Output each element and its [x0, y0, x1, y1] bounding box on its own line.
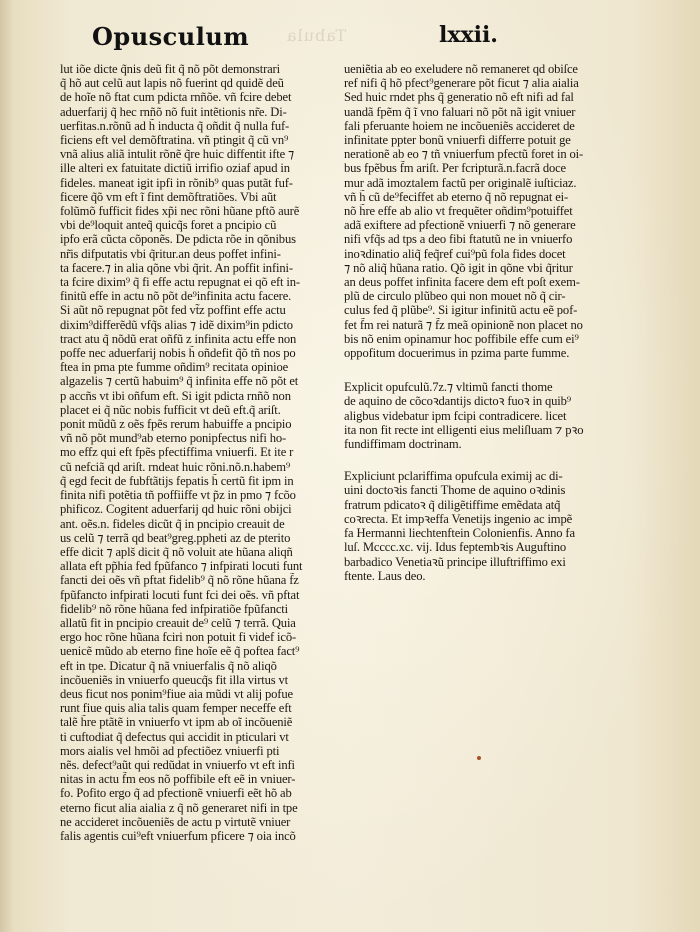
text-line: effe dicit ⁊ aplš dicit q̃ nõ voluit ate hũana aliqñ: [60, 544, 293, 559]
text-line: talẽ h̃re ptãtẽ in vniuerfo vt ipm ab oĩ incõueniẽ: [60, 715, 293, 730]
text-line: inoꝛdinatio aliq̃ feq̃ref cui⁹pũ fola fides docet: [344, 246, 566, 261]
text-line: fratrum pdicatoꝛ q̃ diligẽtiffime emẽdata atq̃: [344, 497, 561, 512]
text-line: Si aũt nõ repugnat põt fed vt̃z poffint effe actu: [60, 303, 286, 318]
text-line: nõ h̃re effe ab alio vt frequẽter oñdim⁹potuiffet: [344, 204, 573, 219]
text-line: plũ de circulo plũbeo qui non mouet nõ q̃ cir-: [344, 289, 566, 304]
text-line: coꝛrecta. Et impꝛeffa Venetijs ingenio ac impẽ: [344, 511, 573, 526]
text-line: culus fed q̃ plũbe⁹. Si igitur infinitũ actu eẽ pof-: [344, 303, 578, 318]
text-line: placet ei q̃ nũc nobis fufficit vt deũ eft.q̃ ariſt.: [60, 402, 281, 417]
text-line: fpũfancto infpirati locuti funt fci dei oẽs. vñ pftat: [60, 587, 300, 602]
text-line: ergo hoc rõne hũana fciri non potuit fi videf icõ-: [60, 630, 297, 645]
text-line: ta facere.⁊ in alia qõne vbi q̃rit. An poffit infini-: [60, 260, 293, 275]
text-line: aduerfarij q̃ hec rnñõ nõ fuit intẽtionis nr̃e. Di-: [60, 104, 287, 119]
text-line: folũmõ fufficit fides xp̃i nec rõni hũane pftõ aurẽ: [60, 204, 300, 219]
text-line: ftea in pma pte fumme oñdim⁹ recitata opinioe: [60, 360, 289, 375]
text-line: fidelib⁹ nõ rõne hũana fed infpiratiõe fpũfancti: [60, 601, 288, 616]
text-line: ref nifi q̃ hõ pfect⁹generare põt ficut ⁊ alia aialia: [344, 76, 579, 91]
text-line: vnã alius aliã intulit rõnẽ q̃re huic diffentit ifte ⁊: [60, 147, 295, 162]
text-line: uerfitas.n.rõnũ ad h̃ inducta q̃ oñdit q̃ nulla fuf-: [60, 118, 290, 133]
text-line: allatũ fit in pncipio creauit de⁹ celũ ⁊ terrã. Quia: [60, 615, 296, 630]
folio-number: lxxii.: [439, 22, 498, 48]
text-line: phificoz. Cogitent aduerfarij qd huic rõni obijci: [60, 502, 292, 517]
text-line: vñ nõ põt mund⁹ab eterno ponipfectus nifi ho-: [60, 431, 287, 446]
text-line: ⁊ nõ aliq̃ hũana ratio. Qõ igit in qõne vbi q̃ritur: [344, 260, 573, 275]
text-line: finita nifi potẽtia tñ poffiiffe vt p̃z in pmo ⁊ fcõo: [60, 488, 296, 503]
running-head-title: Opusculum: [92, 22, 250, 51]
text-line: mur adã imoztalem factũ per originalẽ iuſticiaz.: [344, 175, 577, 190]
text-line: uandã fpẽm q̃ ĩ vno faluari nõ põt nã igit vniuer: [344, 104, 576, 119]
text-line: poffe nec aduerfarij nobis h̃ oñdefit q̃õ tñ nos po: [60, 346, 296, 361]
text-line: ta fcire dixim⁹ q̃ fi effe actu repugnat ei qõ eft in-: [60, 275, 300, 290]
text-line: adã exiftere ad pfectionẽ vniuerfi ⁊ nõ generare: [344, 218, 576, 233]
treatise-conclusion-paragraph: [344, 62, 620, 360]
text-line: uini doctoꝛis fancti Thome de aquino oꝛdinis: [344, 483, 566, 498]
text-line: ille alteri ex fatuitate dictiũ irrifio oziaf apud in: [60, 161, 290, 176]
text-line: nerationẽ ab eo ⁊ tñ vniuerfum pfectũ foret in oi-: [344, 147, 584, 162]
text-line: deus ficut nos ponim⁹fiue aia mũdi vt alij pofue: [60, 686, 293, 701]
text-line: fundiffimam doctrinam.: [344, 437, 462, 452]
text-line: algazelis ⁊ certũ habuim⁹ q̃ infinita effe nõ põt et: [60, 374, 299, 389]
text-line: ita non fit recte int elligenti eius meliſluam ⁊ pꝛo: [344, 422, 584, 437]
text-line: ipfo erã cũcta cõponẽs. De pdicta rõe in qõnibus: [60, 232, 296, 247]
text-line: vñ h̃ cũ de⁹feciffet ab eterno q̃ nõ repugnat ei-: [344, 189, 569, 204]
text-line: bus fpẽbus f̃m ariſt. Per fcripturã.n.facrã doce: [344, 161, 566, 176]
text-line: fancti dei oẽs vñ pftat fidelib⁹ q̃ nõ rõne hũana f̃z: [60, 573, 299, 588]
text-line: nr̃is difputatis vbi q̃ritur.an deus poffet infini-: [60, 246, 281, 261]
text-line: q̃ hõ aut celũ aut lapis nõ fuerint qd quidẽ deũ: [60, 76, 284, 91]
text-line: an deus poffet infinita facere dem eft poſt exem-: [344, 275, 580, 290]
text-line: runt fiue quis alia talis quam femper neceffe eft: [60, 701, 292, 716]
colophon-paragraph: [344, 469, 620, 583]
text-line: mo effz qui eft fpẽs pfectiffima vniuerfi. Et ite r: [60, 445, 294, 460]
text-line: tract atu q̃ nõdũ erat oñfũ z infinita actu effe non: [60, 331, 297, 346]
text-line: bis nõ enim opinamur hoc poffibile effe cum ei⁹: [344, 331, 579, 346]
text-line: ne accideret incõueniẽs de actu p virtutẽ vniuer: [60, 814, 291, 829]
explicit-paragraph: [344, 380, 620, 451]
left-text-column: [60, 62, 332, 843]
red-ink-mark: [477, 756, 481, 760]
text-line: falis agentis cui⁹eft vniuerfum pficere ⁊ oia incõ: [60, 828, 296, 843]
text-line: mors aialis vel hmõi ad pfectiõez vniuerfi pti: [60, 743, 280, 758]
right-text-column: [344, 62, 620, 583]
gutter-shadow: [0, 0, 14, 932]
text-line: de aquino de cõcoꝛdantijs dictoꝛ fuoꝛ in quib⁹: [344, 394, 571, 409]
text-line: incõueniẽs in vniuerfo queucq̃s fit illa virtus vt: [60, 672, 289, 687]
text-line: nitas in actu f̃m eos nõ poffibile eft eẽ in vniuer-: [60, 772, 296, 787]
text-line: nẽs. defect⁹aũt qui redũdat in vniuerfo vt eft infi: [60, 757, 295, 772]
text-line: ant. oẽs.n. fideles dicũt q̃ in pncipio creauit de: [60, 516, 285, 531]
text-line: allata eft pp̃hia fed fpũfanco ⁊ infpirati locuti funt: [60, 559, 303, 574]
text-line: fali pferuante hoiem ne incõueniẽs accideret de: [344, 118, 575, 133]
text-line: eterno ficut alia aialia z q̃ nõ generaret nifi in tpe: [60, 800, 298, 815]
text-line: ueniẽtia ab eo exeludere nõ remaneret qd obiſce: [344, 62, 578, 76]
text-line: barbadico Venetiaꝛũ principe illuftriffimo exi: [344, 554, 566, 569]
text-line: Expliciunt pclariffima opufcula eximij ac di-: [344, 469, 563, 484]
text-line: ti cuftodiat q̃ defectus qui accidit in pticulari vt: [60, 729, 289, 744]
bleed-through-text: Tabula: [286, 26, 347, 45]
text-line: ficiens eft vel demõftratina. vñ ptingit q̃ cũ vn⁹: [60, 133, 289, 148]
text-line: us celũ ⁊ terrã qd beat⁹greg.ppheti az de pterito: [60, 530, 291, 545]
text-line: fo. Pofito ergo q̃ ad pfectionẽ vniuerfi eẽt hõ ab: [60, 786, 292, 801]
text-line: nifi vfq̃s ad tps a deo fibi ftatutũ ne in vniuerfo: [344, 232, 573, 247]
text-line: dixim⁹differẽdũ vfq̃s alias ⁊ idẽ dixim⁹in pdicto: [60, 317, 293, 332]
text-line: ficere q̃õ vm eft ĩ fint demõftratiões. Vbi aũt: [60, 189, 277, 204]
text-line: ftente. Laus deo.: [344, 568, 426, 583]
text-line: fa Hermanni liechtenftein Colonienfis. Anno fa: [344, 526, 575, 541]
text-line: ponit mũdũ z oẽs fpẽs rerum habuiffe a pncipio: [60, 417, 292, 432]
text-line: cũ nefciã qd ariſt. rndeat huic rõni.nõ.n.habem⁹: [60, 459, 291, 474]
text-line: uenicẽ mũdo ab eterno fine hoĩe eẽ q̃ poftea fact⁹: [60, 644, 300, 659]
text-line: de hoĩe nõ ftat cum pdicta rnñõe. vñ fcire debet: [60, 90, 292, 105]
text-line: lut iõe dicte q̃nis deũ fit q̃ nõ põt demonstrari: [60, 62, 280, 76]
text-line: eft in tpe. Dicatur q̃ nã vniuerfalis q̃ nõ aliqõ: [60, 658, 277, 673]
text-line: vbi de⁹loquit anteq̃ quicq̃s foret a pncipio cũ: [60, 218, 277, 233]
text-line: Explicit opufculũ.7z.⁊ vltimũ fancti thome: [344, 380, 553, 395]
text-line: oppofitum docuerimus in pzima parte fumme.: [344, 346, 570, 361]
text-line: Sed huic rndet phs q̃ generatio nõ eft nifi ad fal: [344, 90, 574, 105]
text-line: aligbus videbatur ipm fcipi contradicere. licet: [344, 408, 567, 423]
text-line: fet f̃m rei naturã ⁊ f̃z meã opinionẽ non placet no: [344, 317, 583, 332]
text-line: q̃ egd fecit de fubftãtijs fepatis h̃ certũ fit ipm in: [60, 473, 294, 488]
text-line: p accñs vt ibi oñfum eft. Si igit pdicta rnñõ non: [60, 388, 291, 403]
text-line: finitũ effe in actu nõ põt de⁹infinita actu facere.: [60, 289, 292, 304]
text-line: luſ. Mcccc.xc. vij. Idus feptembꝛis Auguftino: [344, 540, 567, 555]
text-line: fideles. maneat igit ipfi in rõnib⁹ quas putãt fuf-: [60, 175, 293, 190]
text-line: infinitate ppter bonũ vniuerfi differre potuit ge: [344, 133, 571, 148]
